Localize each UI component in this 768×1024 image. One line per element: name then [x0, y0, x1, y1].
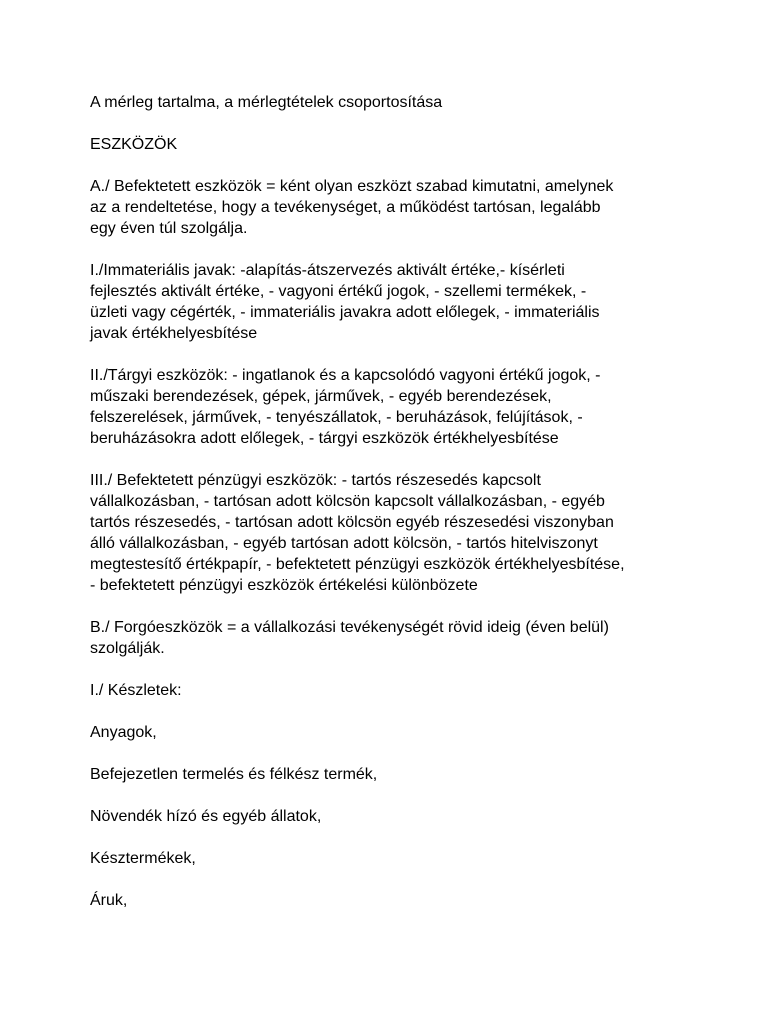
text-line: üzleti vagy cégérték, - immateriális javakra adott előlegek, - immateriális: [90, 304, 600, 321]
paragraph: [90, 806, 690, 827]
paragraph: [90, 365, 690, 449]
text-line: Anyagok,: [90, 724, 157, 741]
text-line: II./Tárgyi eszközök: - ingatlanok és a kapcsolódó vagyoni értékű jogok, -: [90, 367, 601, 384]
document-title: A mérleg tartalma, a mérlegtételek csoportosítása: [90, 94, 443, 111]
text-line: az a rendeltetése, hogy a tevékenységet, a működést tartósan, legalább: [90, 199, 601, 216]
paragraph: [90, 722, 690, 743]
text-line: I./ Készletek:: [90, 682, 182, 699]
text-line: Áruk,: [90, 892, 128, 909]
text-line: műszaki berendezések, gépek, járművek, - egyéb berendezések,: [90, 388, 552, 405]
text-line: megtestesítő értékpapír, - befektetett pénzügyi eszközök értékhelyesbítése,: [90, 556, 625, 573]
text-line: vállalkozásban, - tartósan adott kölcsön kapcsolt vállalkozásban, - egyéb: [90, 493, 605, 510]
paragraph: [90, 680, 690, 701]
paragraph-list: [90, 176, 690, 911]
text-line: III./ Befektetett pénzügyi eszközök: - tartós részesedés kapcsolt: [90, 472, 541, 489]
text-line: I./Immateriális javak: -alapítás-átszervezés aktivált értéke,- kísérleti: [90, 262, 565, 279]
paragraph: [90, 470, 690, 596]
text-line: felszerelések, járművek, - tenyészállatok, - beruházások, felújítások, -: [90, 409, 583, 426]
text-line: szolgálják.: [90, 640, 165, 657]
text-line: B./ Forgóeszközök = a vállalkozási tevékenységét rövid ideig (éven belül): [90, 619, 609, 636]
text-line: A./ Befektetett eszközök = ként olyan eszközt szabad kimutatni, amelynek: [90, 178, 614, 195]
text-line: egy éven túl szolgálja.: [90, 220, 248, 237]
text-line: Növendék hízó és egyéb állatok,: [90, 808, 322, 825]
section-heading: ESZKÖZÖK: [90, 136, 178, 153]
text-line: beruházásokra adott előlegek, - tárgyi eszközök értékhelyesbítése: [90, 430, 559, 447]
paragraph: [90, 764, 690, 785]
paragraph: [90, 890, 690, 911]
paragraph: [90, 617, 690, 659]
text-line: javak értékhelyesbítése: [90, 325, 258, 342]
text-line: - befektetett pénzügyi eszközök értékelési különbözete: [90, 577, 478, 594]
document-body: [90, 92, 690, 932]
text-line: Késztermékek,: [90, 850, 196, 867]
paragraph: [90, 176, 690, 239]
text-line: álló vállalkozásban, - egyéb tartósan adott kölcsön, - tartós hitelviszonyt: [90, 535, 598, 552]
paragraph: [90, 848, 690, 869]
text-line: tartós részesedés, - tartósan adott kölcsön egyéb részesedési viszonyban: [90, 514, 614, 531]
paragraph: [90, 260, 690, 344]
text-line: fejlesztés aktivált értéke, - vagyoni értékű jogok, - szellemi termékek, -: [90, 283, 587, 300]
text-line: Befejezetlen termelés és félkész termék,: [90, 766, 378, 783]
